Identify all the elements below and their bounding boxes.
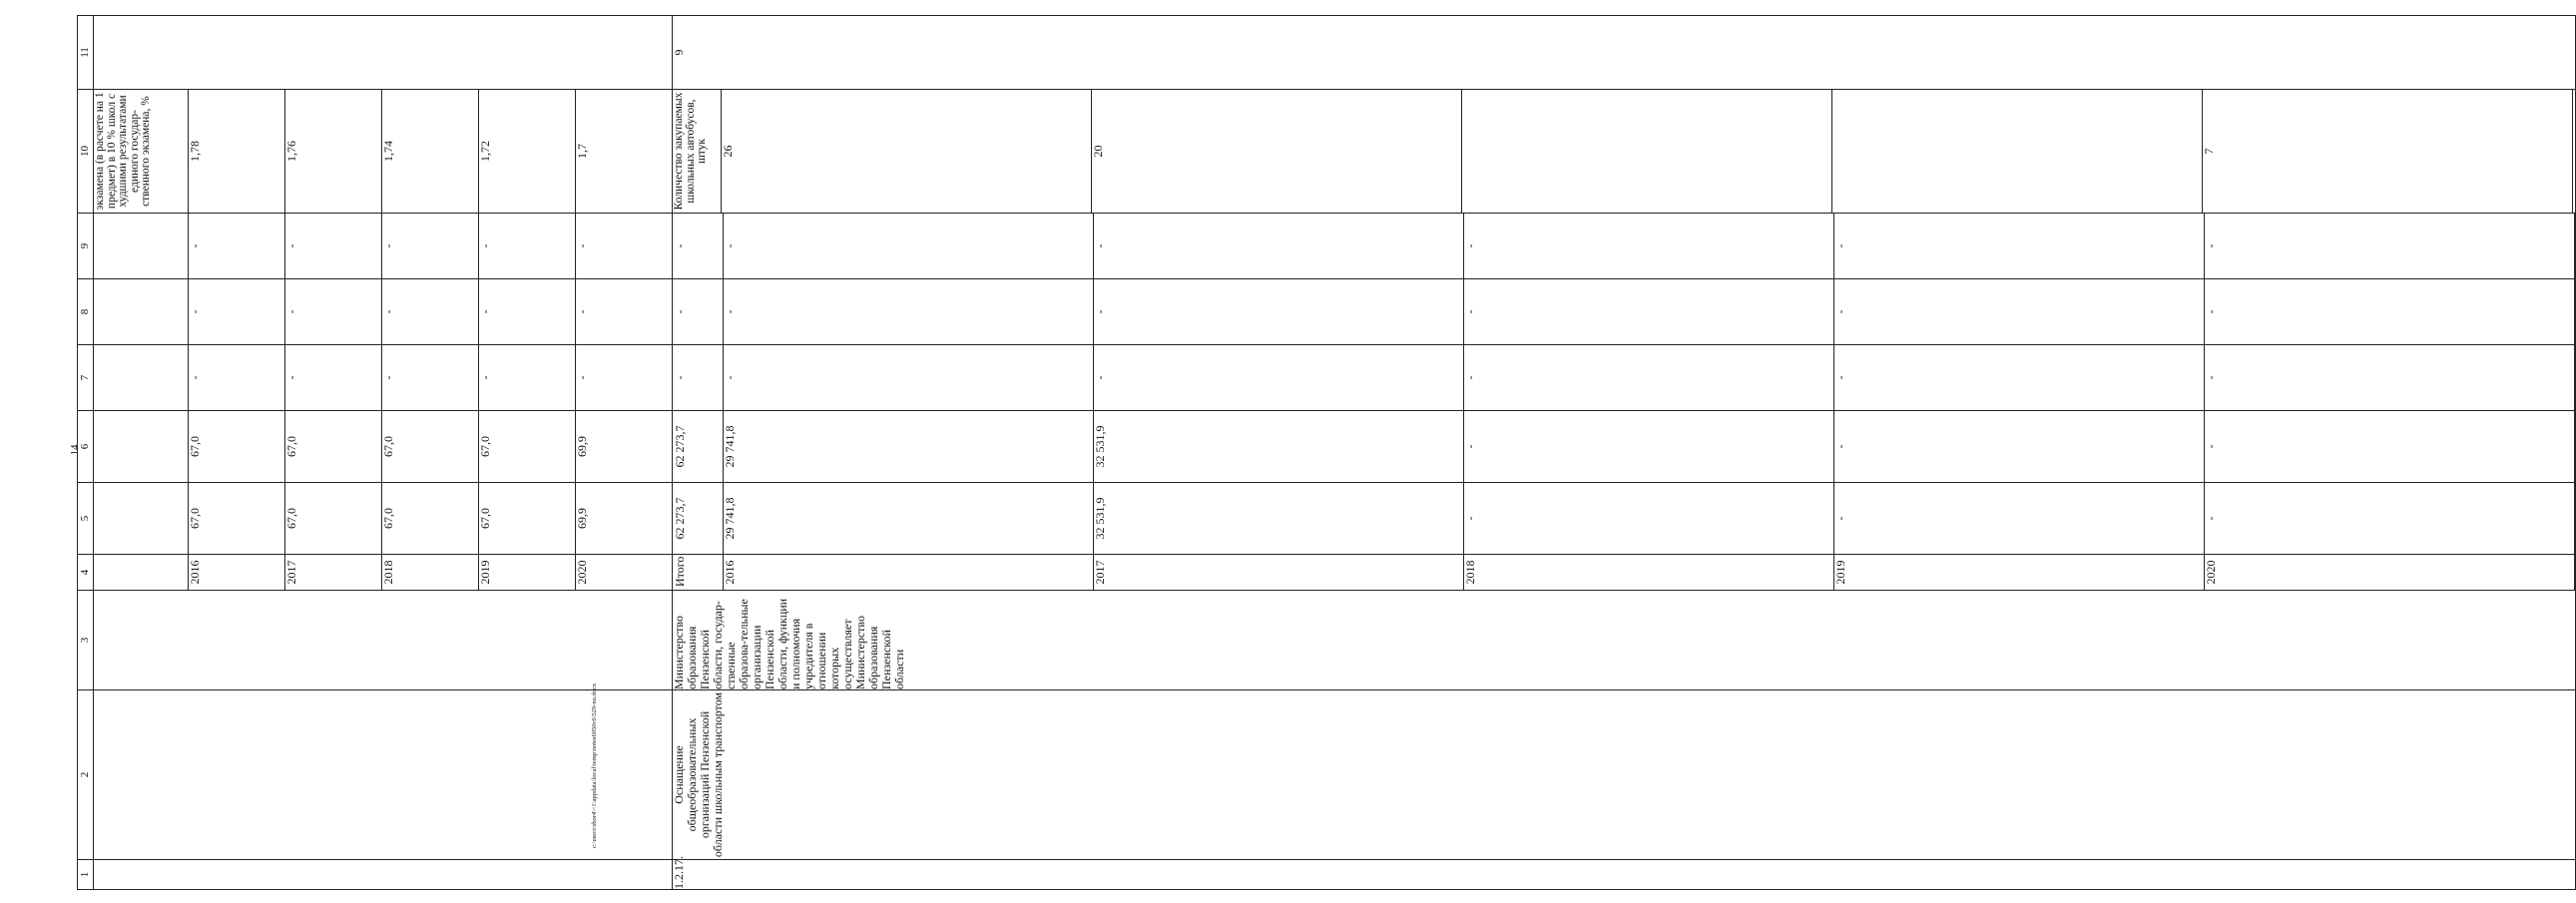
value: 29 741,8 (724, 411, 1094, 482)
value: - (189, 214, 285, 278)
year: 2020 (2205, 555, 2575, 590)
value: 67,0 (479, 483, 576, 554)
value: - (382, 345, 479, 410)
value: - (575, 375, 589, 380)
value: - (1094, 345, 1464, 410)
value: - (1834, 214, 2205, 278)
year: 2020 (575, 560, 589, 585)
value: - (285, 214, 382, 278)
block2-c8 (673, 279, 2576, 345)
year: 2019 (1834, 555, 2205, 590)
value: - (382, 214, 479, 278)
value: - (1834, 483, 2205, 554)
block1-c7 (94, 345, 673, 411)
year: 2018 (1464, 555, 1834, 590)
footer-path-text: c:\users\sbor4\~1\appdata\local\temp\notes6050c6\529-nu.docx (591, 682, 598, 848)
value: - (479, 214, 576, 278)
value: - (724, 214, 1094, 278)
year: 2019 (479, 555, 576, 590)
block1-row (94, 16, 673, 890)
header-row (78, 16, 94, 890)
value: - (1094, 214, 1464, 278)
value (1832, 90, 2203, 213)
value: - (285, 345, 382, 410)
block2-c10 (673, 90, 2576, 214)
program-table (77, 15, 2576, 890)
year: 2018 (382, 555, 479, 590)
block1-years (94, 555, 673, 591)
value: - (2205, 483, 2575, 554)
value: - (724, 345, 1094, 410)
block2-years (673, 555, 2576, 591)
value: - (189, 345, 285, 410)
value: - (285, 279, 382, 344)
year: 2017 (285, 555, 382, 590)
year: 2017 (1094, 555, 1464, 590)
value: - (1464, 483, 1834, 554)
year: 2016 (189, 555, 285, 590)
value: - (2205, 411, 2575, 482)
value: 1,78 (189, 90, 285, 213)
value: 32 531,9 (1094, 411, 1464, 482)
col-header: 11 (78, 16, 94, 90)
value: 1,74 (382, 90, 479, 213)
value: 67,0 (382, 483, 479, 554)
value: - (479, 345, 576, 410)
year: 2016 (724, 555, 1094, 590)
block1-c10 (94, 90, 673, 214)
value: 67,0 (189, 483, 285, 554)
value (1462, 90, 1832, 213)
value: 29 741,8 (724, 483, 1094, 554)
block2-row (673, 16, 2576, 890)
block2-c11: 9 (673, 16, 2576, 90)
block1-c9 (94, 214, 673, 279)
value: 67,0 (285, 483, 382, 554)
value: 69,9 (575, 436, 589, 457)
value: 20 (1092, 90, 1462, 213)
indicator-text: экзамена (в расчете на 1 предмет) в 10 % школ с худшими результатами единого государ-ственного экзамена, % (94, 90, 189, 213)
value: 32 531,9 (1094, 483, 1464, 554)
value: - (1464, 214, 1834, 278)
block1-num (94, 860, 673, 890)
block1-c11 (94, 16, 673, 90)
value: 1,76 (285, 90, 382, 213)
block2-c6 (673, 411, 2576, 483)
value: - (724, 279, 1094, 344)
block2-c5 (673, 483, 2576, 555)
total-value: - (673, 279, 724, 344)
indicator-text: Количество закупаемых школьных автобусов, штук (673, 90, 722, 213)
value: - (1834, 279, 2205, 344)
value: 1,72 (479, 90, 576, 213)
value: 67,0 (479, 411, 576, 482)
value: 26 (722, 90, 1092, 213)
value: 69,9 (575, 508, 589, 529)
total-value: - (673, 345, 724, 410)
block1-name (94, 690, 673, 860)
block2-num: 1.2.17. (673, 860, 2576, 890)
value: - (1464, 411, 1834, 482)
value: - (2205, 279, 2575, 344)
col-header: 7 (78, 345, 94, 411)
total-value: 62 273,7 (673, 411, 724, 482)
value: 67,0 (189, 411, 285, 482)
col-header: 3 (78, 591, 94, 690)
block1-executor (94, 591, 673, 690)
block2-c9 (673, 214, 2576, 279)
block2-c7 (673, 345, 2576, 411)
total-value: 62 273,7 (673, 483, 724, 554)
col-header: 5 (78, 483, 94, 555)
value: - (2205, 214, 2575, 278)
value: - (2205, 345, 2575, 410)
col-header: 2 (78, 690, 94, 860)
value: - (1094, 279, 1464, 344)
block2-name: Оснащение общеобразовательных организаций Пензенской области школьным транспортом (673, 690, 2576, 860)
value: - (1834, 411, 2205, 482)
value: 67,0 (285, 411, 382, 482)
value: - (1464, 345, 1834, 410)
value: 7 (2203, 90, 2573, 213)
page-number: 14 (69, 444, 81, 456)
value: - (1464, 279, 1834, 344)
value: - (479, 279, 576, 344)
col-header: 4 (78, 555, 94, 591)
col-header: 8 (78, 279, 94, 345)
col-header: 6 (78, 411, 94, 483)
block1-c8 (94, 279, 673, 345)
value: - (575, 309, 589, 314)
value: - (1834, 345, 2205, 410)
block2-executor: Министерство образования Пензенской области, государ-ственные образова-тельные организации Пензенской области, функции и полномочия учредителя в отношении которых осуществляет Министерство образования Пензенской области (673, 591, 2576, 690)
value: 1,7 (575, 144, 589, 159)
value: - (189, 279, 285, 344)
col-header: 1 (78, 860, 94, 890)
block1-c6 (94, 411, 673, 483)
col-header: 10 (78, 90, 94, 214)
value: - (382, 279, 479, 344)
total-label: Итого (673, 555, 724, 590)
block1-c5 (94, 483, 673, 555)
value: 67,0 (382, 411, 479, 482)
value: - (575, 243, 589, 248)
total-value: - (673, 214, 724, 278)
col-header: 9 (78, 214, 94, 279)
